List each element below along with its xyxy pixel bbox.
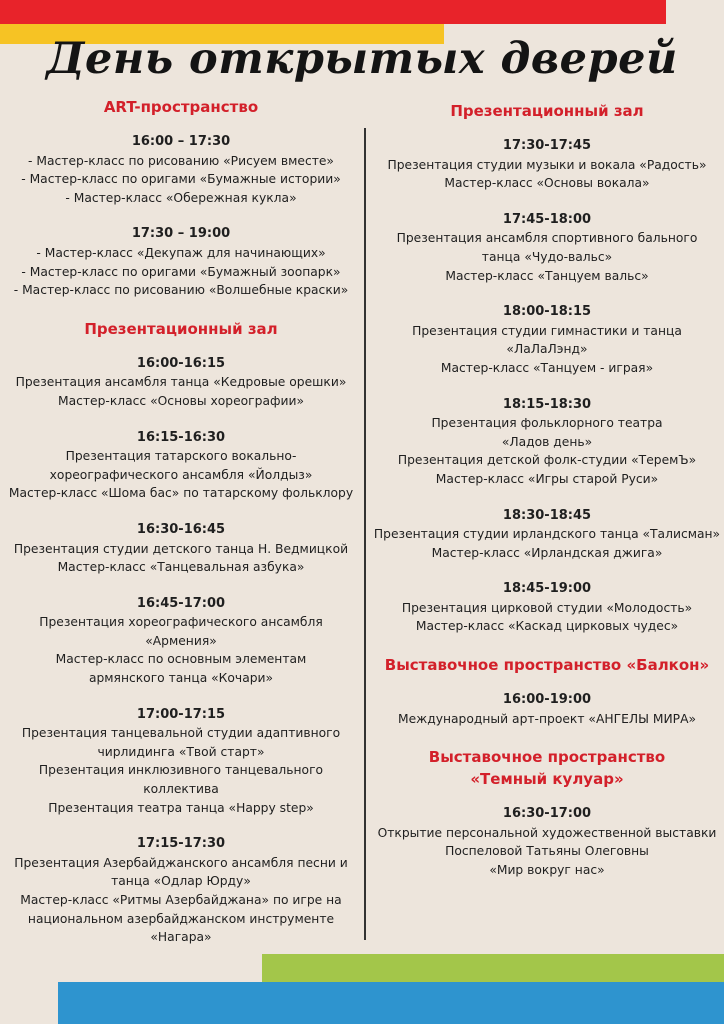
section-heading: Презентационный зал xyxy=(450,102,644,120)
event-line: Мастер-класс «Основы вокала» xyxy=(444,176,650,191)
event-line: - Мастер-класс по рисованию «Рисуем вместе» xyxy=(28,153,334,168)
page-title: День открытых дверей xyxy=(46,34,678,84)
event-line: танца «Чудо-вальс» xyxy=(481,249,613,264)
time-slot: 17:15-17:30 xyxy=(136,836,226,852)
section-heading: ART-пространство xyxy=(103,98,259,116)
event-line: «Мир вокруг нас» xyxy=(489,863,605,878)
event-line: Презентация детской фолк-студии «ТеремЪ» xyxy=(397,453,697,468)
event-line: Презентация студии музыки и вокала «Радость» xyxy=(387,157,707,172)
top-red-stripe xyxy=(0,0,666,24)
time-slot: 16:00-16:15 xyxy=(136,355,226,371)
schedule-block xyxy=(0,595,362,688)
time-slot: 18:00-18:15 xyxy=(502,304,592,320)
time-slot: 18:45-19:00 xyxy=(502,581,592,597)
event-line: Мастер-класс по основным элементам xyxy=(55,652,307,667)
event-line: «Ладов день» xyxy=(501,434,593,449)
event-line: Мастер-класс «Шома бас» по татарскому фольклору xyxy=(8,486,354,501)
schedule-block xyxy=(370,580,724,636)
event-line: Презентация танцевальной студии адаптивного xyxy=(21,726,341,741)
schedule-block xyxy=(370,303,724,377)
event-line: армянского танца «Кочари» xyxy=(88,671,274,686)
bottom-blue-stripe xyxy=(58,982,724,1024)
schedule-block xyxy=(0,521,362,577)
time-slot: 16:00 – 17:30 xyxy=(131,134,231,149)
time-slot: 18:30-18:45 xyxy=(502,507,592,523)
column-divider xyxy=(364,128,366,940)
event-line: коллектива xyxy=(143,782,219,797)
event-line: Открытие персональной художественной выставки xyxy=(377,825,717,840)
schedule-block xyxy=(0,835,362,947)
event-line: - Мастер-класс по рисованию «Волшебные краски» xyxy=(13,283,349,298)
event-line: Мастер-класс «Каскад цирковых чудес» xyxy=(415,619,679,634)
event-line: «ЛаЛаЛэнд» xyxy=(506,342,588,357)
event-line: Презентация студии гимнастики и танца xyxy=(412,323,682,338)
time-slot: 16:00-19:00 xyxy=(502,692,592,708)
event-line: Презентация Азербайджанского ансамбля песни и xyxy=(14,855,348,870)
section-heading: Презентационный зал xyxy=(84,319,278,338)
event-line: Презентация ансамбля танца «Кедровые орешки» xyxy=(15,375,347,390)
event-line: - Мастер-класс «Обережная кукла» xyxy=(65,190,297,205)
section-heading: Выставочное пространство «Темный кулуар» xyxy=(428,748,666,789)
time-slot: 17:00-17:15 xyxy=(136,706,226,722)
schedule-block xyxy=(370,211,724,285)
schedule-block xyxy=(370,507,724,563)
event-line: национальном азербайджанском инструменте xyxy=(27,911,335,926)
event-line: Презентация цирковой студии «Молодость» xyxy=(401,600,693,615)
event-line: чирлидинга «Твой старт» xyxy=(97,744,265,759)
section-heading: Выставочное пространство «Балкон» xyxy=(384,656,710,675)
event-line: - Мастер-класс «Декупаж для начинающих» xyxy=(36,245,326,260)
time-slot: 17:30 – 19:00 xyxy=(131,226,231,242)
time-slot: 16:45-17:00 xyxy=(136,595,226,611)
schedule-block xyxy=(0,225,362,299)
event-line: Презентация инклюзивного танцевального xyxy=(38,763,324,778)
time-slot: 18:15-18:30 xyxy=(502,396,592,412)
event-line: Мастер-класс «Ирландская джига» xyxy=(431,545,663,560)
event-line: Презентация ансамбля спортивного бального xyxy=(396,231,698,246)
time-slot: 17:30-17:45 xyxy=(502,138,592,153)
event-line: Мастер-класс «Ритмы Азербайджана» по игре на xyxy=(20,893,342,907)
event-line: Мастер-класс «Танцуем - играя» xyxy=(440,360,654,375)
event-line: Презентация хореографического ансамбля xyxy=(39,615,323,630)
schedule-block xyxy=(370,396,724,489)
schedule-block xyxy=(0,133,362,207)
event-line: Презентация студии ирландского танца «Талисман» xyxy=(373,527,721,542)
schedule-block xyxy=(0,429,362,503)
event-line: Мастер-класс «Танцуем вальс» xyxy=(445,268,649,283)
schedule-block xyxy=(0,355,362,411)
time-slot: 16:30-17:00 xyxy=(502,806,592,822)
time-slot: 16:30-16:45 xyxy=(136,521,226,537)
event-line: - Мастер-класс по оригами «Бумажный зоопарк» xyxy=(21,264,341,279)
event-line: «Нагара» xyxy=(150,930,212,945)
time-slot: 17:45-18:00 xyxy=(502,211,592,227)
event-line: Презентация театра танца «Happy step» xyxy=(48,800,314,815)
event-line: «Армения» xyxy=(145,633,217,648)
event-line: Презентация татарского вокально- xyxy=(65,449,297,464)
event-line: Поспеловой Татьяны Олеговны xyxy=(445,844,649,859)
event-line: - Мастер-класс по оригами «Бумажные истории» xyxy=(21,172,341,187)
right-schedule-column xyxy=(370,100,724,898)
schedule-block xyxy=(370,691,724,728)
event-line: хореографического ансамбля «Йолдыз» xyxy=(49,467,313,482)
event-line: Международный арт-проект «АНГЕЛЫ МИРА» xyxy=(397,711,697,726)
event-line: танца «Одлар Юрду» xyxy=(111,874,251,889)
time-slot: 16:15-16:30 xyxy=(136,429,226,445)
schedule-block xyxy=(370,137,724,193)
schedule-block xyxy=(370,805,724,879)
event-line: Мастер-класс «Танцевальная азбука» xyxy=(57,560,305,575)
event-line: Мастер-класс «Основы хореографии» xyxy=(57,393,305,408)
event-line: Презентация фольклорного театра xyxy=(431,416,663,431)
left-schedule-column xyxy=(0,96,362,965)
schedule-block xyxy=(0,706,362,818)
event-line: Мастер-класс «Игры старой Руси» xyxy=(435,471,659,486)
event-line: Презентация студии детского танца Н. Ведмицкой xyxy=(13,541,349,556)
